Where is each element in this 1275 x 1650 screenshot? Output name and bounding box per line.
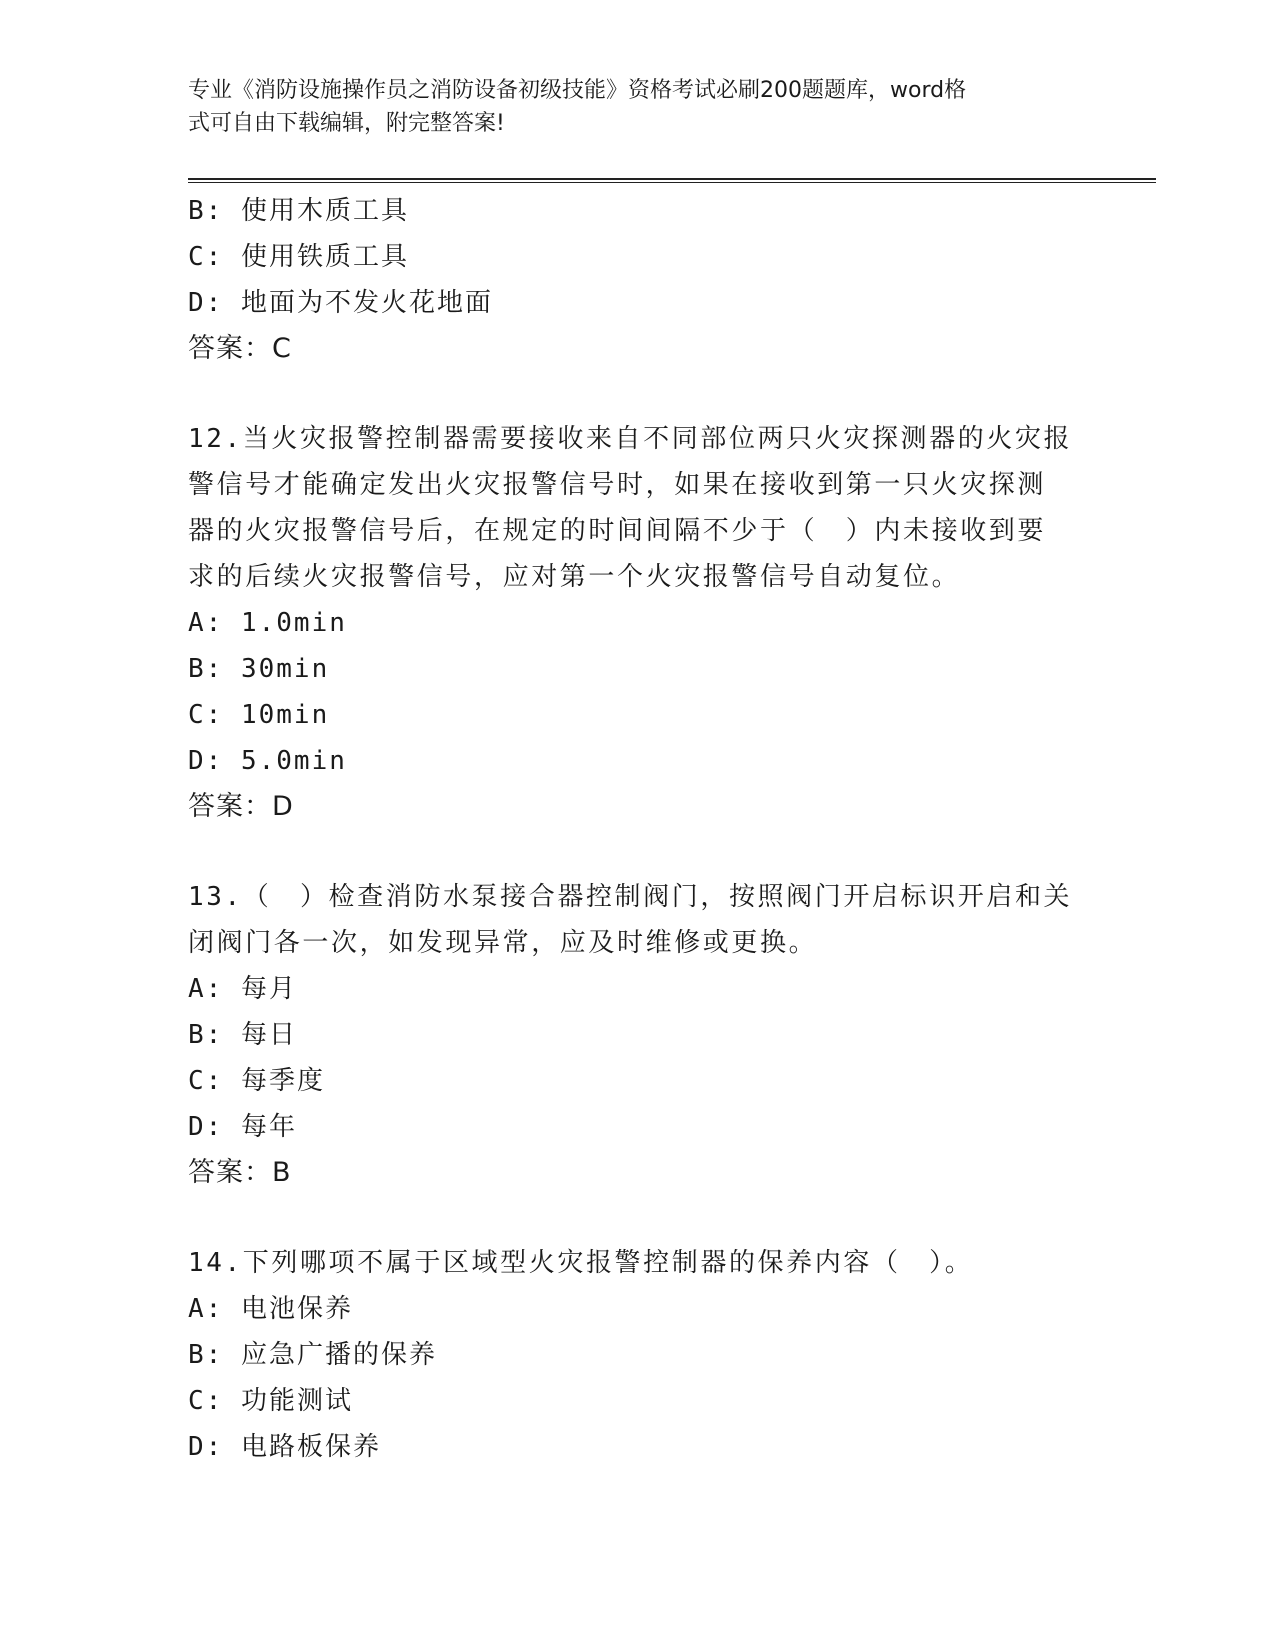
- option-text: 30min: [240, 654, 330, 684]
- answer: 答案：D: [188, 791, 294, 822]
- header-line-2: 式可自由下载编辑，附完整答案!: [188, 111, 505, 136]
- option-text: 功能测试: [240, 1386, 353, 1416]
- option-label: C:: [188, 242, 224, 272]
- option-d: [188, 1424, 1088, 1470]
- option-label: B:: [188, 654, 224, 684]
- option-b: [188, 188, 1088, 234]
- option-c: [188, 1378, 1088, 1424]
- option-label: A:: [188, 974, 224, 1004]
- option-b: [188, 1012, 1088, 1058]
- option-label: A:: [188, 608, 224, 638]
- question-stem: [188, 416, 1088, 600]
- question-stem: [188, 874, 1088, 966]
- option-text: 10min: [240, 700, 330, 730]
- option-text: 1.0min: [240, 608, 347, 638]
- option-text: 电池保养: [240, 1294, 353, 1324]
- option-d: [188, 738, 1088, 784]
- option-text: 每月: [240, 974, 297, 1004]
- option-c: [188, 234, 1088, 280]
- stem-line: 13.（ ）检查消防水泵接合器控制阀门，按照阀门开启标识开启和关: [188, 882, 1073, 912]
- option-label: A:: [188, 1294, 224, 1324]
- header-divider: [188, 178, 1156, 183]
- option-text: 电路板保养: [240, 1432, 381, 1462]
- stem-line: 器的火灾报警信号后，在规定的时间间隔不少于（ ）内未接收到要: [188, 516, 1047, 546]
- stem-line: 警信号才能确定发出火灾报警信号时，如果在接收到第一只火灾探测: [188, 470, 1047, 500]
- stem-line: 14.下列哪项不属于区域型火灾报警控制器的保养内容（ ）。: [188, 1248, 974, 1278]
- option-label: D:: [188, 1432, 224, 1462]
- option-text: 每年: [240, 1112, 297, 1142]
- answer: 答案：C: [188, 333, 292, 364]
- option-label: D:: [188, 746, 224, 776]
- option-text: 每季度: [240, 1066, 325, 1096]
- option-label: B:: [188, 196, 224, 226]
- option-c: [188, 692, 1088, 738]
- option-label: D:: [188, 288, 224, 318]
- question-list: [188, 188, 1088, 1470]
- stem-line: 12.当火灾报警控制器需要接收来自不同部位两只火灾探测器的火灾报: [188, 424, 1073, 454]
- answer: 答案：B: [188, 1157, 292, 1188]
- option-label: B:: [188, 1340, 224, 1370]
- option-text: 使用木质工具: [240, 196, 409, 226]
- option-text: 每日: [240, 1020, 297, 1050]
- option-label: C:: [188, 700, 224, 730]
- option-d: [188, 280, 1088, 326]
- option-b: [188, 1332, 1088, 1378]
- option-label: D:: [188, 1112, 224, 1142]
- option-d: [188, 1104, 1088, 1150]
- stem-line: 闭阀门各一次，如发现异常，应及时维修或更换。: [188, 928, 818, 958]
- option-label: C:: [188, 1386, 224, 1416]
- question-13: [188, 874, 1088, 1196]
- header-line-1: 专业《消防设施操作员之消防设备初级技能》资格考试必刷200题题库，word格: [188, 78, 967, 103]
- option-a: [188, 966, 1088, 1012]
- option-c: [188, 1058, 1088, 1104]
- question-11-continued: [188, 188, 1088, 372]
- option-a: [188, 600, 1088, 646]
- question-14: [188, 1240, 1088, 1470]
- option-text: 应急广播的保养: [240, 1340, 437, 1370]
- page-header: [188, 74, 1068, 140]
- stem-line: 求的后续火灾报警信号，应对第一个火灾报警信号自动复位。: [188, 562, 961, 592]
- question-stem: [188, 1240, 1088, 1286]
- option-text: 地面为不发火花地面: [240, 288, 493, 318]
- option-text: 使用铁质工具: [240, 242, 409, 272]
- option-a: [188, 1286, 1088, 1332]
- question-12: [188, 416, 1088, 830]
- option-label: C:: [188, 1066, 224, 1096]
- option-text: 5.0min: [240, 746, 347, 776]
- option-b: [188, 646, 1088, 692]
- option-label: B:: [188, 1020, 224, 1050]
